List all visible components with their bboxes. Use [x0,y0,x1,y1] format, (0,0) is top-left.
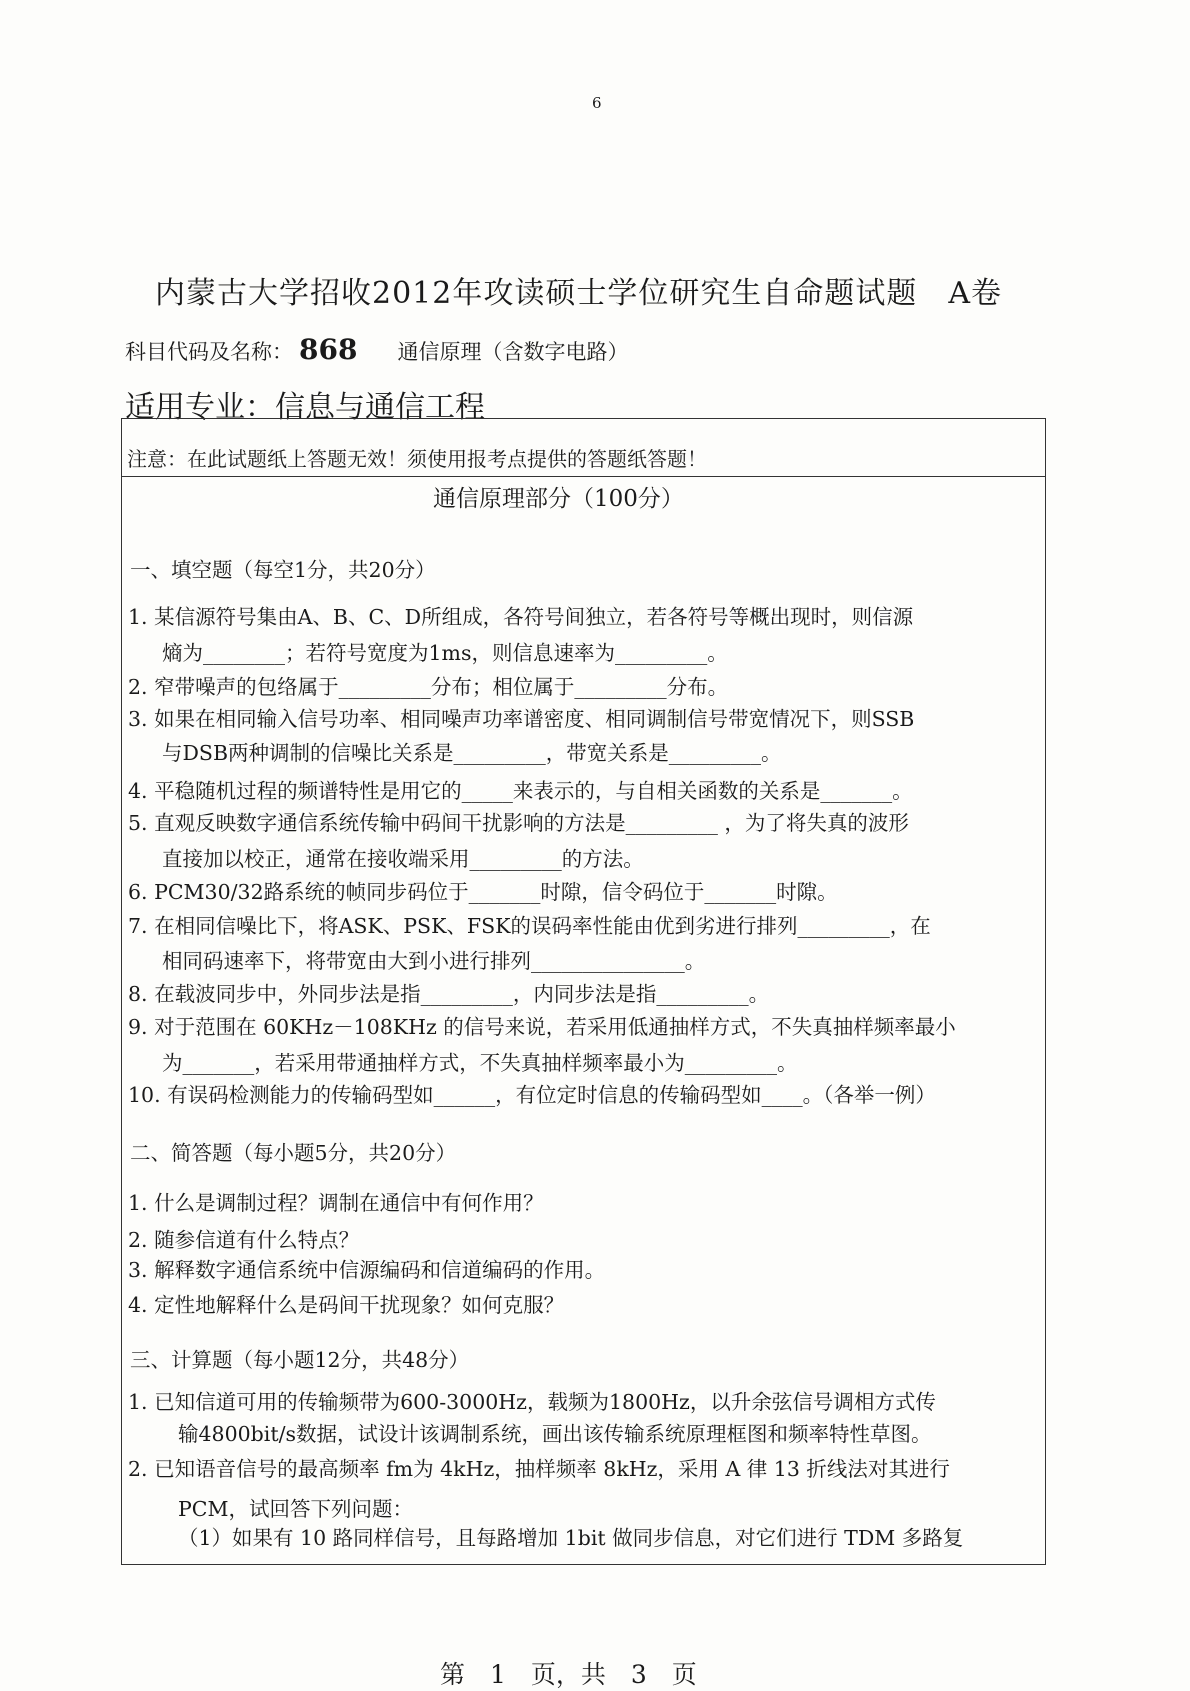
subject-line [125,333,628,366]
question-line: 8. 在载波同步中，外同步法是指_________，内同步法是指_________。 [128,982,770,1006]
question-line: 为_______，若采用带通抽样方式，不失真抽样频率最小为_________。 [162,1051,798,1075]
question-line: 2. 窄带噪声的包络属于_________分布；相位属于_________分布。 [128,675,729,699]
question-line: PCM，试回答下列问题： [178,1497,413,1521]
question-line: 3. 如果在相同输入信号功率、相同噪声功率谱密度、相同调制信号带宽情况下，则SSB [128,707,915,731]
subject-code: 868 [299,333,358,366]
subject-name: 通信原理（含数字电路） [397,340,629,364]
section-heading: 一、填空题（每空1分，共20分） [130,558,436,582]
page-marker: 6 [592,94,602,112]
question-line: 1. 什么是调制过程？调制在通信中有何作用？ [128,1191,544,1215]
question-line: 1. 某信源符号集由A、B、C、D所组成，各符号间独立，若各符号等概出现时，则信源 [128,605,914,629]
section-heading: 三、计算题（每小题12分，共48分） [130,1348,470,1372]
question-line: 7. 在相同信噪比下，将ASK、PSK、FSK的误码率性能由优到劣进行排列_________，在 [128,914,931,938]
question-line: 10. 有误码检测能力的传输码型如______，有位定时信息的传输码型如____。（各举一例） [128,1083,936,1107]
question-line: 9. 对于范围在 60KHz－108KHz 的信号来说，若采用低通抽样方式，不失真抽样频率最小 [128,1015,956,1039]
question-line: 5. 直观反映数字通信系统传输中码间干扰影响的方法是_________ ，为了将失真的波形 [128,811,909,835]
applicable-major: 适用专业：信息与通信工程 [125,390,485,425]
question-line: 输4800bit/s数据，试设计该调制系统，画出该传输系统原理框图和频率特性草图。 [178,1422,932,1446]
question-line: 1. 已知信道可用的传输频带为600-3000Hz，载频为1800Hz，以升余弦信号调相方式传 [128,1390,936,1414]
exam-title: 内蒙古大学招收2012年攻读硕士学位研究生自命题试题 A卷 [155,276,1003,311]
question-line: 与DSB两种调制的信噪比关系是_________，带宽关系是_________。 [162,741,782,765]
notice: 注意：在此试题纸上答题无效！须使用报考点提供的答题纸答题！ [127,447,707,471]
page-footer: 第 1 页，共 3 页 [440,1660,697,1689]
question-line: 2. 随参信道有什么特点？ [128,1228,360,1252]
question-line: 3. 解释数字通信系统中信源编码和信道编码的作用。 [128,1258,606,1282]
question-line: 熵为________；若符号宽度为1ms，则信息速率为_________。 [162,641,728,665]
question-line: 4. 平稳随机过程的频谱特性是用它的_____来表示的，与自相关函数的关系是_______。 [128,779,913,803]
question-line: （1）如果有 10 路同样信号，且每路增加 1bit 做同步信息，对它们进行 TDM 多路复 [178,1526,964,1550]
section-heading: 二、简答题（每小题5分，共20分） [130,1141,457,1165]
question-line: 6. PCM30/32路系统的帧同步码位于_______时隙，信令码位于_______时隙。 [128,880,838,904]
question-line: 相同码速率下，将带宽由大到小进行排列_______________。 [162,949,706,973]
question-line: 2. 已知语音信号的最高频率 fm为 4kHz，抽样频率 8kHz，采用 A 律 13 折线法对其进行 [128,1457,950,1481]
question-line: 直接加以校正，通常在接收端采用_________的方法。 [162,847,644,871]
divider [121,476,1046,477]
subject-label: 科目代码及名称： [125,340,293,364]
part-title: 通信原理部分（100分） [433,486,684,512]
question-line: 4. 定性地解释什么是码间干扰现象？如何克服？ [128,1293,565,1317]
